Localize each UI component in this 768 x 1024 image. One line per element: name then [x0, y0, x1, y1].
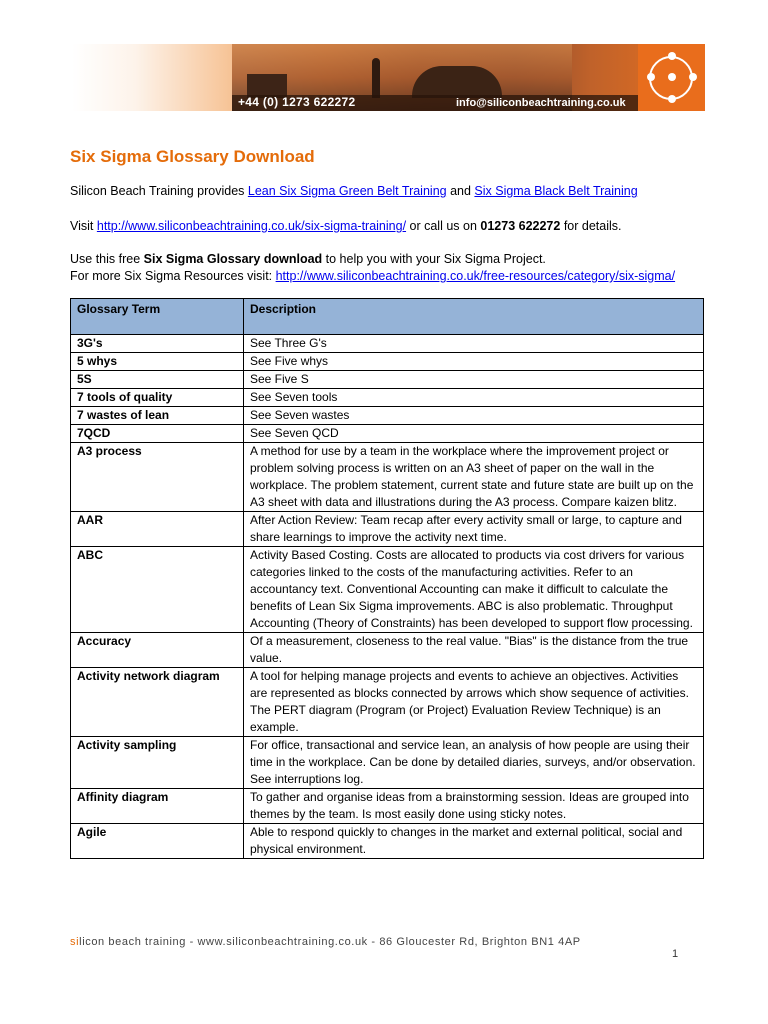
table-row	[71, 335, 704, 353]
table-row	[71, 407, 704, 425]
banner-email: info@siliconbeachtraining.co.uk	[456, 97, 626, 109]
glossary-description: Able to respond quickly to changes in the market and external political, social and physical environment.	[244, 824, 704, 859]
table-row	[71, 389, 704, 407]
six-sigma-training-link[interactable]: http://www.siliconbeachtraining.co.uk/six-sigma-training/	[96, 219, 407, 233]
glossary-description: For office, transactional and service lean, an analysis of how people are using their time in the workplace. Can be done by detailed diaries, surveys, and/or observation. See interruptions log.	[244, 737, 704, 789]
glossary-description: See Seven tools	[244, 389, 704, 407]
glossary-description: See Seven wastes	[244, 407, 704, 425]
table-row	[71, 737, 704, 789]
table-row	[71, 824, 704, 859]
logo-dot-icon	[689, 73, 697, 81]
black-belt-link[interactable]: Six Sigma Black Belt Training	[474, 184, 638, 198]
glossary-term: 7 tools of quality	[71, 389, 244, 407]
glossary-description: Of a measurement, closeness to the real value. "Bias" is the distance from the true value.	[244, 633, 704, 668]
glossary-term: 7QCD	[71, 425, 244, 443]
footer-text: licon beach training - www.siliconbeachtraining.co.uk - 86 Gloucester Rd, Brighton BN1 4AP	[79, 936, 581, 948]
table-row	[71, 633, 704, 668]
glossary-table	[70, 298, 704, 859]
footer	[70, 936, 581, 948]
glossary-description: See Seven QCD	[244, 425, 704, 443]
header-description: Description	[244, 299, 704, 335]
glossary-body	[71, 335, 704, 859]
visit-line	[70, 219, 621, 233]
logo-dot-icon	[647, 73, 655, 81]
glossary-description: To gather and organise ideas from a brainstorming session. Ideas are grouped into themes by the team. Is most easily done using sticky notes.	[244, 789, 704, 824]
page-number: 1	[672, 948, 679, 960]
glossary-term: Affinity diagram	[71, 789, 244, 824]
glossary-description: A tool for helping manage projects and events to achieve an objectives. Activities are represented as blocks connected by arrows which show sequence of activities. The PERT diagram (Program (or Project) Evaluation Review Technique) is an example.	[244, 668, 704, 737]
glossary-term: Activity network diagram	[71, 668, 244, 737]
green-belt-link[interactable]: Lean Six Sigma Green Belt Training	[247, 184, 447, 198]
table-row	[71, 371, 704, 389]
intro-line	[70, 184, 638, 198]
table-row	[71, 443, 704, 512]
use-text: to help you with your Six Sigma Project.	[322, 252, 546, 266]
intro-text: Silicon Beach Training provides	[70, 184, 248, 198]
logo-dot-icon	[668, 95, 676, 103]
resources-link[interactable]: http://www.siliconbeachtraining.co.uk/free-resources/category/six-sigma/	[275, 269, 676, 283]
company-logo	[638, 44, 705, 111]
logo-dot-icon	[668, 73, 676, 81]
table-row	[71, 547, 704, 633]
glossary-term: Agile	[71, 824, 244, 859]
glossary-description: A method for use by a team in the workplace where the improvement project or problem solving process is written on an A3 sheet of paper on the wall in the workplace. The problem statement, current state and future state are built up on the A3 sheet with data and illustrations during the A3 process. Compare kaizen blitz.	[244, 443, 704, 512]
glossary-term: Activity sampling	[71, 737, 244, 789]
visit-text: or call us on	[406, 219, 481, 233]
use-line	[70, 252, 546, 266]
banner-silhouette	[372, 58, 380, 98]
phone-number: 01273 622272	[480, 219, 561, 233]
table-header-row	[71, 299, 704, 335]
glossary-term: Accuracy	[71, 633, 244, 668]
header-banner	[72, 44, 705, 111]
glossary-term: ABC	[71, 547, 244, 633]
glossary-description: See Three G's	[244, 335, 704, 353]
glossary-term: AAR	[71, 512, 244, 547]
glossary-description: After Action Review: Team recap after every activity small or large, to capture and share learnings to improve the activity next time.	[244, 512, 704, 547]
footer-accent: si	[70, 936, 80, 948]
use-text: Use this free	[70, 252, 144, 266]
glossary-description: Activity Based Costing. Costs are allocated to products via cost drivers for various categories linked to the costs of the manufacturing activities. Refer to an accountancy text. Conventional Accounting can make it difficult to calculate the benefits of Lean Six Sigma improvements. ABC is also problematic. Throughput Accounting (Theory of Constraints) has been developed to support flow processing.	[244, 547, 704, 633]
resources-text: For more Six Sigma Resources visit:	[70, 269, 276, 283]
visit-text: Visit	[70, 219, 97, 233]
glossary-description: See Five S	[244, 371, 704, 389]
banner-phone: +44 (0) 1273 622272	[238, 95, 356, 109]
banner-silhouette	[412, 66, 502, 98]
intro-text: and	[446, 184, 475, 198]
glossary-term: 5 whys	[71, 353, 244, 371]
glossary-term: 3G's	[71, 335, 244, 353]
table-row	[71, 353, 704, 371]
glossary-download-text: Six Sigma Glossary download	[143, 252, 323, 266]
visit-text: for details.	[560, 219, 622, 233]
resources-line	[70, 269, 675, 283]
header-term: Glossary Term	[71, 299, 244, 335]
glossary-description: See Five whys	[244, 353, 704, 371]
glossary-term: A3 process	[71, 443, 244, 512]
table-row	[71, 425, 704, 443]
table-row	[71, 512, 704, 547]
glossary-term: 7 wastes of lean	[71, 407, 244, 425]
table-row	[71, 668, 704, 737]
table-row	[71, 789, 704, 824]
page-title: Six Sigma Glossary Download	[70, 147, 315, 166]
logo-dot-icon	[668, 52, 676, 60]
glossary-term: 5S	[71, 371, 244, 389]
